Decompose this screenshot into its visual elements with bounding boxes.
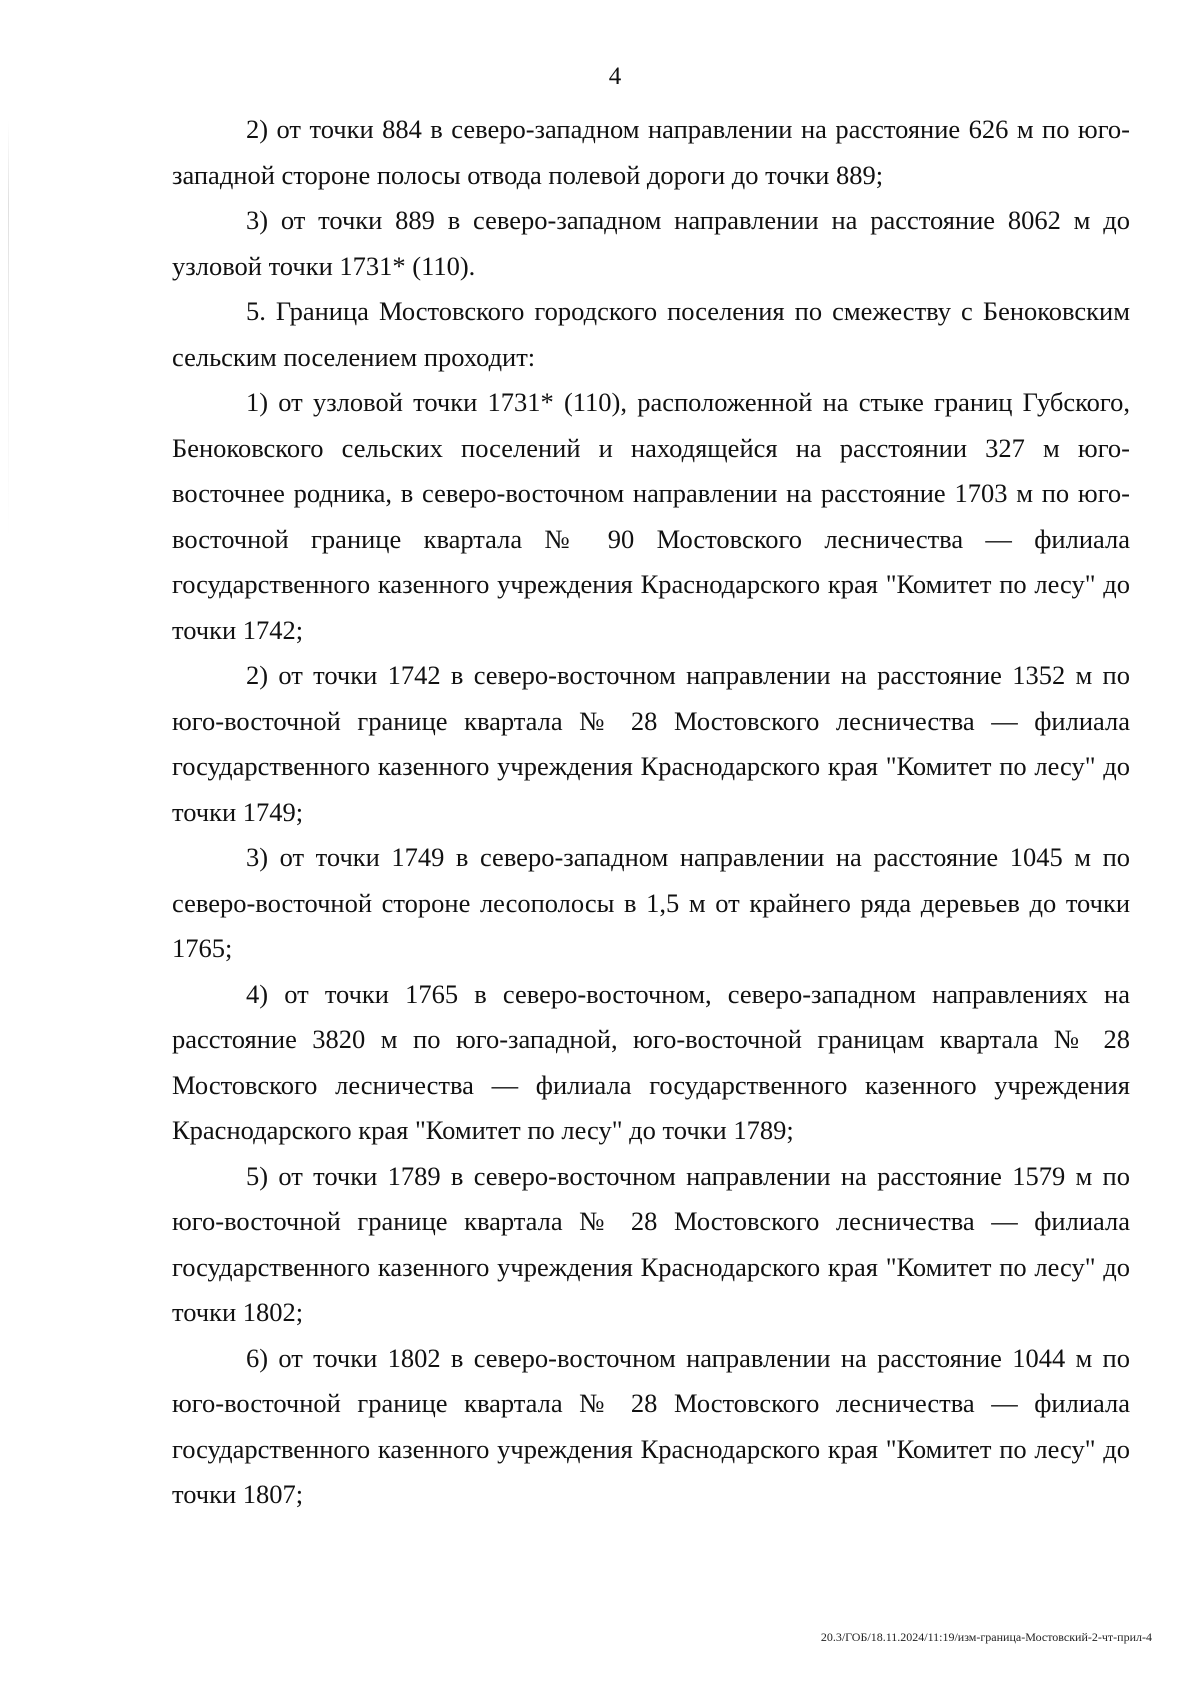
- paragraph: 5) от точки 1789 в северо-восточном направлении на расстояние 1579 м по юго-восточной границе квартала № 28 Мостовского лесничества — филиала государственного казенного учреждения Краснодарского края "Комитет по лесу" до точки 1802;: [172, 1160, 1130, 1327]
- page-number: 4: [608, 63, 622, 90]
- paragraph: 6) от точки 1802 в северо-восточном направлении на расстояние 1044 м по юго-восточной границе квартала № 28 Мостовского лесничества — филиала государственного казенного учреждения Краснодарского края "Комитет по лесу" до точки 1807;: [172, 1342, 1130, 1509]
- scan-edge-mark: [8, 120, 9, 540]
- paragraph: 1) от узловой точки 1731* (110), расположенной на стыке границ Губского, Беноковского сельских поселений и находящейся на расстоянии 327 м юго-восточнее родника, в северо-восточном направлении на расстояние 1703 м по юго-восточной границе квартала № 90 Мостовского лесничества — филиала государственного казенного учреждения Краснодарского края "Комитет по лесу" до точки 1742;: [172, 387, 1130, 645]
- paragraph: 4) от точки 1765 в северо-восточном, северо-западном направлениях на расстояние 3820 м по юго-западной, юго-восточной границам квартала № 28 Мостовского лесничества — филиала государственного казенного учреждения Краснодарского края "Комитет по лесу" до точки 1789;: [172, 978, 1130, 1145]
- document-footer-code: 20.3/ГОБ/18.11.2024/11:19/изм-граница-Мостовский-2-чт-прил-4: [820, 1630, 1152, 1644]
- section-heading-paragraph: 5. Граница Мостовского городского поселения по смежеству с Беноковским сельским поселением проходит:: [172, 296, 1130, 372]
- document-body: [172, 107, 1130, 1518]
- paragraph: 2) от точки 1742 в северо-восточном направлении на расстояние 1352 м по юго-восточной границе квартала № 28 Мостовского лесничества — филиала государственного казенного учреждения Краснодарского края "Комитет по лесу" до точки 1749;: [172, 660, 1130, 827]
- paragraph: 3) от точки 1749 в северо-западном направлении на расстояние 1045 м по северо-восточной стороне лесополосы в 1,5 м от крайнего ряда деревьев до точки 1765;: [172, 842, 1130, 963]
- paragraph: 3) от точки 889 в северо-западном направлении на расстояние 8062 м до узловой точки 1731* (110).: [172, 205, 1130, 281]
- paragraph: 2) от точки 884 в северо-западном направлении на расстояние 626 м по юго-западной стороне полосы отвода полевой дороги до точки 889;: [172, 114, 1130, 190]
